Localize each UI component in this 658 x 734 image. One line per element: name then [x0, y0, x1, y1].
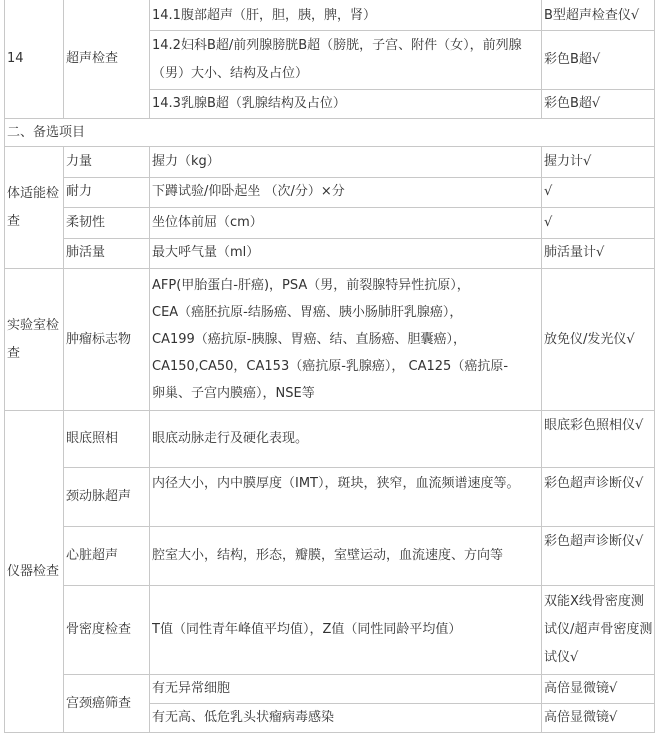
fitness-method-endurance: 下蹲试验/仰卧起坐 （次/分）×分 [152, 184, 345, 199]
equipment-b-ultrasound: B型超声检查仪√ [544, 8, 640, 23]
instrument-equipment-bone-density: 双能X线骨密度测试仪/超声骨密度测试仪√ [544, 594, 653, 665]
category-lab: 实验室检查 [7, 317, 60, 361]
section-title-optional: 二、备选项目 [7, 125, 86, 140]
fitness-name-flexibility: 柔韧性 [66, 215, 106, 230]
item-breast-ultrasound: 14.3乳腺B超（乳腺结构及占位） [152, 96, 346, 111]
lab-equipment: 放免仪/发光仪√ [544, 331, 635, 347]
exam-items-table [4, 0, 656, 734]
lab-tumor-marker-line: CA150,CA50，CA153（癌抗原-乳腺癌）， CA125（癌抗原- [152, 359, 509, 374]
lab-name-tumor-markers: 肿瘤标志物 [66, 331, 132, 347]
category-instrument: 仪器检查 [7, 564, 60, 579]
fitness-method-flexibility: 坐位体前屈（cm） [152, 215, 263, 230]
instrument-method-bone-density: T值（同性青年峰值平均值），Z值（同性同龄平均值） [152, 622, 462, 637]
instrument-name-bone-density: 骨密度检查 [66, 622, 132, 637]
fitness-equipment-strength: 握力计√ [544, 154, 592, 169]
fitness-method-strength: 握力（kg） [152, 154, 220, 169]
section-number: 14 [7, 51, 24, 66]
fitness-name-strength: 力量 [66, 154, 93, 169]
fitness-equipment-lung-capacity: 肺活量计√ [544, 245, 605, 260]
instrument-method-cervical-cells: 有无异常细胞 [152, 681, 231, 696]
instrument-name-fundus: 眼底照相 [66, 431, 119, 446]
lab-tumor-marker-line: CA199（癌抗原-胰腺、胃癌、结、直肠癌、胆囊癌）， [152, 332, 466, 347]
instrument-method-cervical-hpv: 有无高、低危乳头状瘤病毒感染 [152, 710, 335, 725]
instrument-equipment-heart: 彩色超声诊断仪√ [544, 534, 644, 549]
equipment-color-b-ultrasound: 彩色B超√ [544, 52, 601, 67]
fitness-name-lung-capacity: 肺活量 [66, 245, 106, 260]
item-gyn-prostate-ultrasound: 14.2妇科B超/前列腺膀胱B超（膀胱，子宫、附件（女），前列腺（男）大小、结构及占位） [152, 38, 522, 81]
category-ultrasound: 超声检查 [66, 51, 119, 66]
lab-tumor-marker-line: 卵巢、子宫内膜癌），NSE等 [152, 386, 315, 401]
instrument-name-cervical: 宫颈癌筛查 [66, 696, 132, 711]
instrument-method-fundus: 眼底动脉走行及硬化表现。 [152, 431, 309, 446]
category-fitness: 体适能检查 [7, 185, 60, 229]
fitness-name-endurance: 耐力 [66, 184, 93, 199]
instrument-method-heart: 腔室大小，结构，形态，瓣膜，室壁运动，血流速度、方向等 [152, 548, 504, 563]
fitness-equipment-endurance: √ [544, 184, 553, 199]
fitness-equipment-flexibility: √ [544, 215, 553, 230]
equipment-color-b-ultrasound-2: 彩色B超√ [544, 96, 601, 111]
lab-tumor-marker-line: AFP(甲胎蛋白-肝癌)，PSA（男，前裂腺特异性抗原）， [152, 278, 470, 293]
instrument-method-carotid: 内径大小，内中膜厚度（IMT），斑块，狭窄，血流频谱速度等。 [152, 476, 520, 491]
instrument-name-heart: 心脏超声 [66, 548, 119, 563]
instrument-equipment-fundus: 眼底彩色照相仪√ [544, 418, 644, 433]
instrument-equipment-carotid: 彩色超声诊断仪√ [544, 476, 644, 491]
instrument-equipment-cervical-cells: 高倍显微镜√ [544, 681, 618, 696]
instrument-equipment-cervical-hpv: 高倍显微镜√ [544, 710, 618, 725]
instrument-name-carotid: 颈动脉超声 [66, 489, 132, 504]
fitness-method-lung-capacity: 最大呼气量（ml） [152, 245, 260, 260]
item-abdominal-ultrasound: 14.1腹部超声（肝，胆，胰，脾，肾） [152, 8, 376, 23]
lab-tumor-marker-line: CEA（癌胚抗原-结肠癌、胃癌、胰小肠肺肝乳腺癌）， [152, 305, 463, 320]
